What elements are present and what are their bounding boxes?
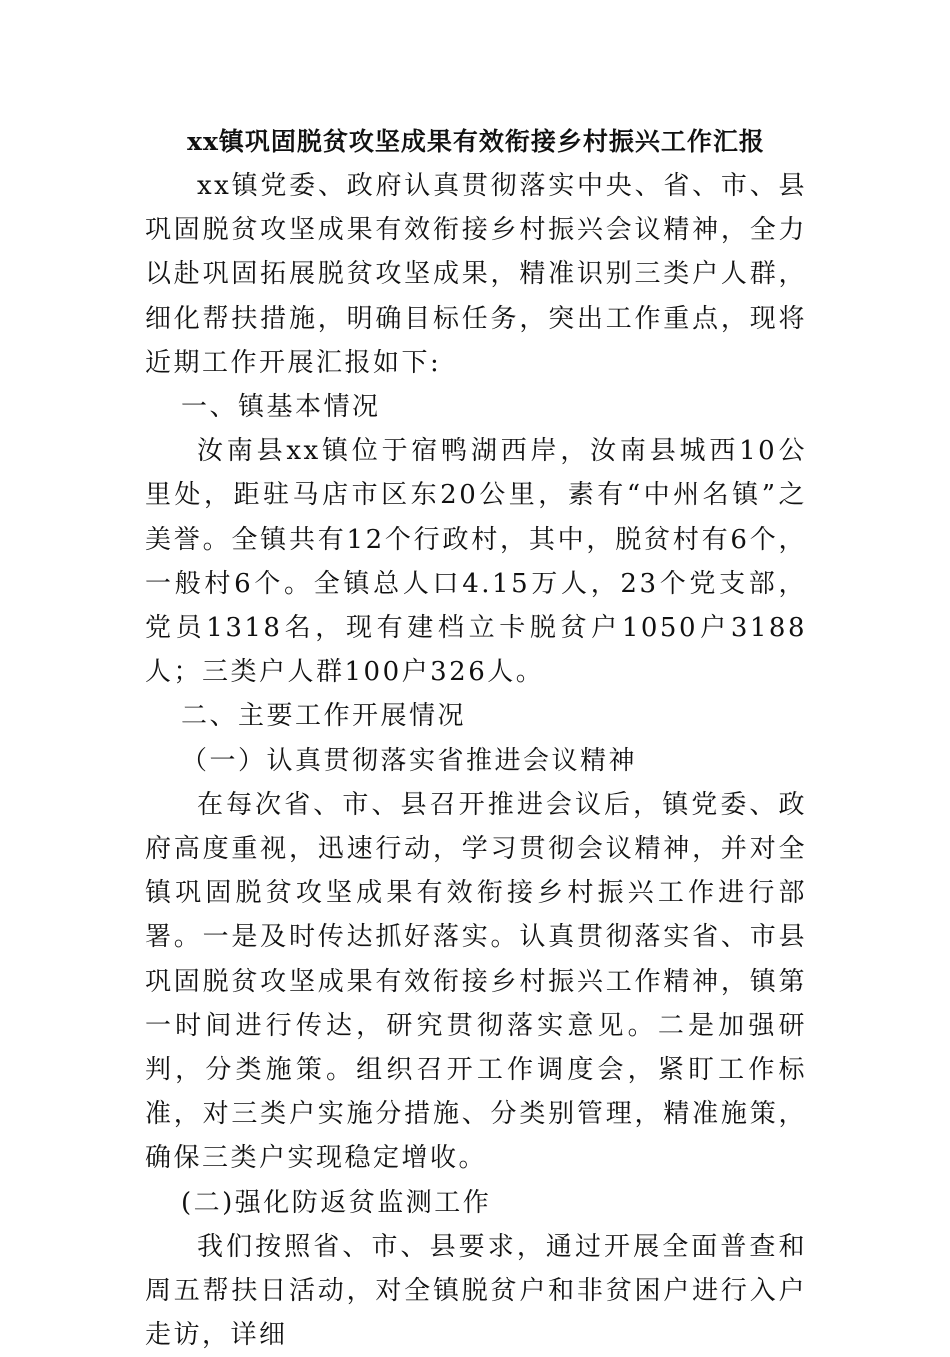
subsection-heading-monitoring: (二)强化防返贫监测工作 bbox=[181, 1187, 492, 1218]
subsection-heading-meeting-spirit: （一）认真贯彻落实省推进会议精神 bbox=[181, 745, 638, 776]
basic-info-paragraph: 汝南县xx镇位于宿鸭湖西岸，汝南县城西10公里处，距驻马店市区东20公里，素有“中州名镇”之美誉。全镇共有12个行政村，其中，脱贫村有6个，一般村6个。全镇总人口4.15万人，23个党支部，党员1318名，现有建档立卡脱贫户1050户3188人；三类户人群100户326人。 bbox=[145, 436, 807, 688]
intro-paragraph: xx镇党委、政府认真贯彻落实中央、省、市、县巩固脱贫攻坚成果有效衔接乡村振兴会议精神，全力以赴巩固拓展脱贫攻坚成果，精准识别三类户人群，细化帮扶措施，明确目标任务，突出工作重点，现将近期工作开展汇报如下: bbox=[145, 171, 807, 378]
meeting-spirit-paragraph: 在每次省、市、县召开推进会议后，镇党委、政府高度重视，迅速行动，学习贯彻会议精神，并对全镇巩固脱贫攻坚成果有效衔接乡村振兴工作进行部署。一是及时传达抓好落实。认真贯彻落实省、市县巩固脱贫攻坚成果有效衔接乡村振兴工作精神，镇第一时间进行传达，研究贯彻落实意见。二是加强研判，分类施策。组织召开工作调度会，紧盯工作标准，对三类户实施分措施、分类别管理，精准施策，确保三类户实现稳定增收。 bbox=[145, 789, 807, 1174]
section-heading-basic-info: 一、镇基本情况 bbox=[181, 392, 381, 423]
section-heading-main-work: 二、主要工作开展情况 bbox=[181, 701, 467, 732]
document-page bbox=[145, 120, 807, 1357]
monitoring-paragraph: 我们按照省、市、县要求，通过开展全面普查和周五帮扶日活动，对全镇脱贫户和非贫困户进行入户走访，详细 bbox=[145, 1231, 807, 1351]
document-title: xx镇巩固脱贫攻坚成果有效衔接乡村振兴工作汇报 bbox=[187, 127, 765, 156]
